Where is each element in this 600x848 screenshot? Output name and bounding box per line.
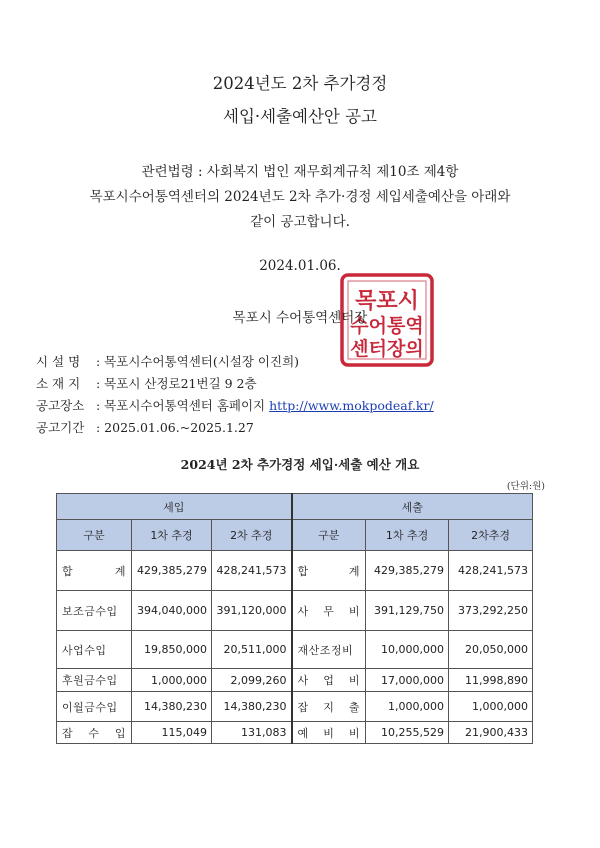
info-value: 목포시수어통역센터(시설장 이진희) [104,354,300,369]
table-row [57,551,533,591]
table-row [57,722,533,744]
cell-value: 391,120,000 [212,591,292,631]
notice-title-line1: 2024년도 2차 추가경정 [212,74,388,93]
info-notice-place: 공고장소 : 목포시수어통역센터 홈페이지 http://www.mokpodeaf.kr/ [36,398,434,413]
notice-title-line2: 세입·세출예산안 공고 [223,107,377,126]
cell-value: 10,255,529 [366,722,449,744]
signer-name: 목포시 수어통역센터장 [232,310,368,326]
revenue-item: 사업수입 [57,631,132,669]
revenue-item: 후원금수입 [57,669,132,692]
revenue-group-header: 세입 [57,494,292,520]
notice-body-text-cont: 같이 공고합니다. [250,214,350,230]
expenditure-item: 재산조정비 [292,631,366,669]
cell-value: 429,385,279 [132,551,212,591]
budget-summary-title: 2024년 2차 추가경정 세입·세출 예산 개요 [180,457,420,472]
revenue-item: 합 계 [57,551,132,591]
seal-text-line3: 센터장의 [350,338,424,360]
cell-value: 20,511,000 [212,631,292,669]
legal-basis-text: 관련법령 : 사회복지 법인 재무회계규칙 제10조 제4항 [141,164,459,180]
info-value: 목포시 산정로21번길 9 2층 [104,376,257,391]
table-row [57,692,533,722]
revenue-item: 보조금수입 [57,591,132,631]
homepage-link[interactable]: http://www.mokpodeaf.kr/ [269,398,434,413]
seal-text-line1: 목포시 [355,289,419,314]
expenditure-item: 잡 지 출 [292,692,366,722]
info-label: 시 설 명 [36,354,81,369]
revenue-item: 잡 수 입 [57,722,132,744]
cell-value: 11,998,890 [449,669,533,692]
column-header: 2차 추경 [212,520,292,551]
cell-value: 1,000,000 [366,692,449,722]
cell-value: 391,129,750 [366,591,449,631]
info-label: 소 재 지 [36,376,81,391]
cell-value: 131,083 [212,722,292,744]
notice-date: 2024.01.06. [259,258,341,274]
column-header: 구분 [57,520,132,551]
column-header: 1차 추경 [366,520,449,551]
seal-text-line2: 수어통역 [350,315,424,337]
table-row [57,631,533,669]
info-label: 공고기간 [36,420,85,435]
revenue-item: 이월금수입 [57,692,132,722]
cell-value: 10,000,000 [366,631,449,669]
table-row [57,591,533,631]
column-header: 구분 [292,520,366,551]
info-facility-name: 시 설 명 : 목포시수어통역센터(시설장 이진희) [36,354,300,369]
cell-value: 373,292,250 [449,591,533,631]
expenditure-item: 예 비 비 [292,722,366,744]
unit-note: (단위:원) [506,481,545,492]
info-address: 소 재 지 : 목포시 산정로21번길 9 2층 [36,376,257,391]
cell-value: 19,850,000 [132,631,212,669]
info-value: 2025.01.06.~2025.1.27 [104,420,254,435]
table-column-header-row [57,520,533,551]
cell-value: 20,050,000 [449,631,533,669]
cell-value: 14,380,230 [212,692,292,722]
table-row [57,669,533,692]
info-label: 공고장소 [36,398,85,413]
cell-value: 14,380,230 [132,692,212,722]
expenditure-item: 사 무 비 [292,591,366,631]
column-header: 1차 추경 [132,520,212,551]
cell-value: 429,385,279 [366,551,449,591]
cell-value: 17,000,000 [366,669,449,692]
expenditure-group-header: 세출 [292,494,533,520]
info-notice-period: 공고기간 : 2025.01.06.~2025.1.27 [36,420,254,435]
notice-body-text: 목포시수어통역센터의 2024년도 2차 추가·경정 세입세출예산을 아래와 [89,189,511,205]
info-value: 목포시수어통역센터 홈페이지 [104,398,266,413]
cell-value: 115,049 [132,722,212,744]
cell-value: 1,000,000 [132,669,212,692]
column-header: 2차추경 [449,520,533,551]
cell-value: 394,040,000 [132,591,212,631]
cell-value: 21,900,433 [449,722,533,744]
budget-table [56,493,533,744]
cell-value: 2,099,260 [212,669,292,692]
expenditure-item: 사 업 비 [292,669,366,692]
cell-value: 428,241,573 [212,551,292,591]
table-group-header-row [57,494,533,520]
expenditure-item: 합 계 [292,551,366,591]
cell-value: 428,241,573 [449,551,533,591]
cell-value: 1,000,000 [449,692,533,722]
